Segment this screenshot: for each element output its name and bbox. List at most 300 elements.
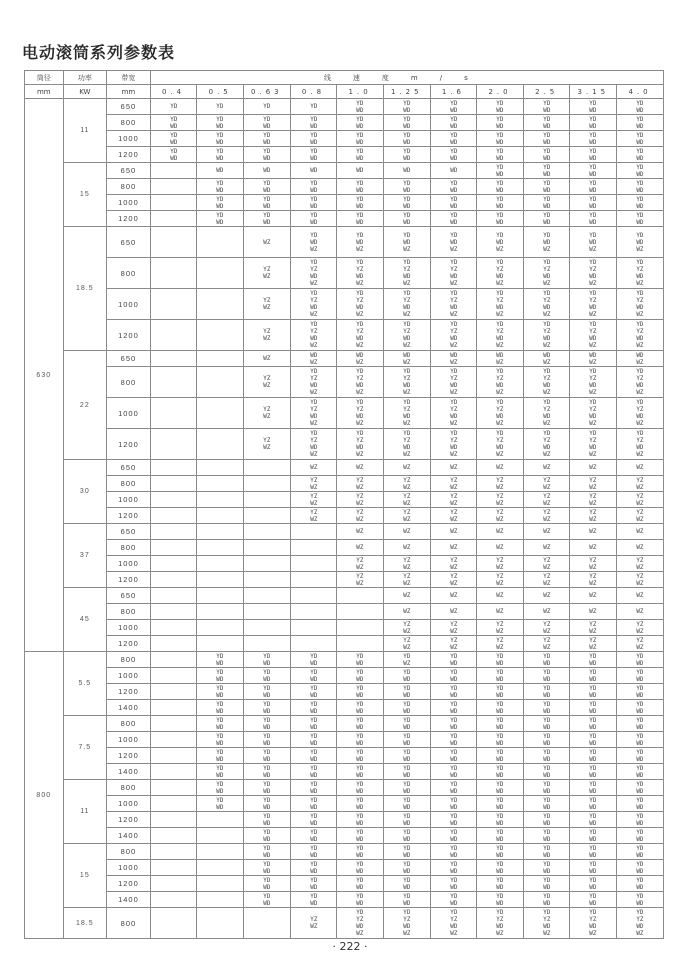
model-code: WZ	[496, 450, 504, 458]
model-code: YZ	[356, 571, 364, 580]
model-code: WD	[170, 121, 178, 130]
model-cell	[150, 227, 197, 258]
model-cell	[383, 652, 430, 668]
model-code: YZ	[636, 405, 644, 413]
model-cell	[523, 524, 570, 540]
model-code: YD	[309, 811, 317, 820]
model-code: YD	[636, 210, 644, 219]
model-cell	[290, 652, 337, 668]
model-cell	[383, 908, 430, 939]
model-cell	[430, 732, 477, 748]
model-cell	[244, 556, 291, 572]
model-cell	[244, 668, 291, 684]
model-code: YD	[636, 795, 644, 804]
model-cell	[477, 892, 524, 908]
model-code: YD	[170, 146, 178, 155]
model-code: WZ	[543, 419, 551, 427]
model-code: WZ	[356, 357, 364, 366]
model-code: YD	[449, 891, 457, 900]
model-code: WD	[309, 137, 317, 146]
model-cell	[197, 351, 244, 367]
model-code: WD	[356, 381, 364, 389]
model-code: WD	[216, 153, 224, 162]
model-code: YD	[589, 651, 597, 660]
model-code: YD	[356, 667, 364, 676]
model-code: WD	[263, 834, 271, 843]
model-code: YD	[356, 795, 364, 804]
model-code: WD	[589, 866, 597, 875]
model-code: WD	[496, 850, 504, 859]
model-cell	[197, 652, 244, 668]
model-code: YZ	[543, 571, 551, 580]
model-cell	[197, 476, 244, 492]
model-code: WD	[543, 866, 551, 875]
model-cell	[617, 131, 664, 147]
model-code: YD	[309, 715, 317, 724]
model-code: YZ	[309, 327, 317, 335]
belt-width-cell: 1200	[107, 684, 151, 700]
model-cell	[430, 398, 477, 429]
model-code: YD	[449, 795, 457, 804]
model-code: WD	[496, 922, 504, 930]
model-code: YD	[636, 367, 644, 375]
model-cell	[150, 492, 197, 508]
model-code: YD	[636, 258, 644, 266]
model-cell	[617, 572, 664, 588]
model-cell	[523, 429, 570, 460]
model-code: WD	[263, 706, 271, 715]
model-code: WZ	[589, 578, 597, 587]
model-code: YD	[216, 747, 224, 756]
power-cell: 11	[63, 99, 107, 163]
model-cell	[523, 227, 570, 258]
model-cell	[570, 780, 617, 796]
model-code: WZ	[356, 527, 364, 535]
model-code: YD	[636, 811, 644, 820]
model-code: YZ	[589, 635, 597, 644]
model-code: YD	[636, 908, 644, 916]
model-cell	[430, 716, 477, 732]
model-code: WD	[496, 722, 504, 731]
model-code: WD	[449, 105, 457, 114]
model-code: WD	[216, 690, 224, 699]
model-code: WD	[309, 334, 317, 342]
model-cell	[197, 367, 244, 398]
belt-width-cell: 1000	[107, 732, 151, 748]
model-code: WD	[589, 834, 597, 843]
model-code: YZ	[636, 296, 644, 304]
model-cell	[197, 147, 244, 163]
table-row	[25, 748, 664, 764]
model-code: YD	[543, 367, 551, 375]
model-cell	[477, 700, 524, 716]
model-cell	[244, 716, 291, 732]
table-row	[25, 828, 664, 844]
model-cell	[430, 796, 477, 812]
model-code: WZ	[403, 450, 411, 458]
model-cell	[337, 367, 384, 398]
model-cell	[337, 892, 384, 908]
model-cell	[617, 115, 664, 131]
model-code: YD	[216, 114, 224, 123]
model-code: WD	[543, 237, 551, 246]
model-code: YD	[496, 178, 504, 187]
model-code: YD	[403, 763, 411, 772]
model-code: WZ	[403, 279, 411, 287]
model-cell	[290, 163, 337, 179]
model-code: YZ	[356, 555, 364, 564]
table-row	[25, 796, 664, 812]
model-code: WD	[403, 866, 411, 875]
model-code: WZ	[543, 498, 551, 507]
model-code: YZ	[403, 619, 411, 628]
model-code: WD	[496, 443, 504, 451]
model-cell	[337, 508, 384, 524]
model-code: WD	[356, 237, 364, 246]
model-code: YD	[449, 429, 457, 437]
model-code: WD	[309, 786, 317, 795]
model-code: WZ	[543, 578, 551, 587]
model-code: YZ	[356, 491, 364, 500]
model-code: WD	[309, 658, 317, 667]
model-code: WD	[263, 121, 271, 130]
model-cell	[570, 211, 617, 227]
model-code: WZ	[263, 237, 271, 246]
model-cell	[383, 684, 430, 700]
model-code: WD	[263, 770, 271, 779]
model-cell	[290, 684, 337, 700]
model-code: WD	[449, 818, 457, 827]
model-code: YZ	[589, 915, 597, 923]
model-code: YD	[496, 230, 504, 239]
model-cell	[617, 652, 664, 668]
model-cell	[150, 700, 197, 716]
model-code: WD	[449, 334, 457, 342]
model-cell	[337, 876, 384, 892]
model-cell	[337, 732, 384, 748]
model-code: WZ	[496, 543, 504, 551]
model-code: YD	[543, 811, 551, 820]
model-cell	[150, 289, 197, 320]
model-code: WD	[263, 738, 271, 747]
model-code: WD	[403, 237, 411, 246]
model-code: WD	[636, 237, 644, 246]
model-code: YD	[636, 875, 644, 884]
model-cell	[617, 860, 664, 876]
model-code: WZ	[449, 388, 457, 396]
model-cell	[523, 195, 570, 211]
model-code: YD	[356, 230, 364, 239]
model-code: YD	[496, 651, 504, 660]
model-code: WD	[589, 786, 597, 795]
model-code: YD	[449, 114, 457, 123]
model-code: WD	[309, 738, 317, 747]
model-code: WD	[356, 658, 364, 667]
model-code: WZ	[449, 419, 457, 427]
model-cell	[570, 620, 617, 636]
model-cell	[337, 227, 384, 258]
model-cell	[477, 258, 524, 289]
model-cell	[570, 320, 617, 351]
header-speed-title: 线速度m/s	[150, 71, 663, 85]
model-code: YD	[543, 731, 551, 740]
model-cell	[617, 684, 664, 700]
model-cell	[617, 163, 664, 179]
model-code: YD	[263, 859, 271, 868]
model-code: WZ	[496, 357, 504, 366]
belt-width-cell: 1000	[107, 289, 151, 320]
model-cell	[337, 258, 384, 289]
model-code: YD	[309, 667, 317, 676]
model-code: WZ	[263, 354, 271, 362]
model-cell	[477, 876, 524, 892]
model-cell	[150, 320, 197, 351]
model-code: YD	[309, 859, 317, 868]
model-cell	[477, 588, 524, 604]
model-code: YD	[636, 843, 644, 852]
model-code: WD	[216, 185, 224, 194]
model-cell	[290, 844, 337, 860]
model-code: WD	[543, 818, 551, 827]
model-code: YD	[449, 651, 457, 660]
model-cell	[244, 732, 291, 748]
model-code: WD	[496, 754, 504, 763]
model-cell	[570, 844, 617, 860]
belt-width-cell: 1000	[107, 556, 151, 572]
model-code: YZ	[403, 265, 411, 273]
model-cell	[290, 540, 337, 556]
model-cell	[244, 147, 291, 163]
model-code: WZ	[543, 607, 551, 615]
model-cell	[383, 764, 430, 780]
belt-width-cell: 650	[107, 227, 151, 258]
model-cell	[477, 604, 524, 620]
table-row	[25, 163, 664, 179]
model-cell	[244, 398, 291, 429]
model-code: WD	[309, 166, 317, 174]
model-code: WD	[403, 201, 411, 210]
model-code: YD	[636, 731, 644, 740]
table-row	[25, 668, 664, 684]
model-cell	[523, 700, 570, 716]
model-code: WZ	[543, 357, 551, 366]
model-code: WD	[309, 706, 317, 715]
model-code: YZ	[449, 374, 457, 382]
model-code: WD	[403, 303, 411, 311]
model-code: WD	[636, 137, 644, 146]
model-cell	[570, 99, 617, 115]
model-code: WD	[589, 443, 597, 451]
belt-width-cell: 1200	[107, 876, 151, 892]
model-code: YZ	[449, 915, 457, 923]
model-cell	[150, 828, 197, 844]
model-cell	[383, 668, 430, 684]
model-cell	[197, 320, 244, 351]
model-code: YD	[263, 178, 271, 187]
model-code: YZ	[543, 374, 551, 382]
model-code: WD	[496, 866, 504, 875]
model-code: YZ	[543, 475, 551, 484]
model-code: YZ	[589, 555, 597, 564]
model-cell	[150, 636, 197, 652]
model-code: WZ	[356, 388, 364, 396]
model-code: WD	[636, 272, 644, 280]
model-code: YD	[543, 699, 551, 708]
model-cell	[197, 460, 244, 476]
model-cell	[617, 492, 664, 508]
model-cell	[523, 320, 570, 351]
model-code: WD	[170, 137, 178, 146]
model-code: YZ	[589, 296, 597, 304]
model-code: WZ	[263, 303, 271, 311]
table-row	[25, 684, 664, 700]
model-cell	[290, 115, 337, 131]
model-code: YD	[309, 779, 317, 788]
model-cell	[570, 367, 617, 398]
model-cell	[150, 684, 197, 700]
model-code: YD	[589, 194, 597, 203]
page-title: 电动滚筒系列参数表	[22, 43, 176, 62]
model-cell	[523, 780, 570, 796]
model-cell	[150, 716, 197, 732]
model-code: WZ	[309, 341, 317, 349]
model-code: WZ	[309, 279, 317, 287]
header-power: 功率	[63, 71, 107, 85]
model-code: YD	[449, 843, 457, 852]
model-code: YD	[496, 843, 504, 852]
model-code: YD	[543, 398, 551, 406]
model-cell	[337, 764, 384, 780]
model-code: YD	[543, 763, 551, 772]
model-code: YD	[403, 146, 411, 155]
model-code: YZ	[403, 374, 411, 382]
model-code: WD	[636, 217, 644, 226]
model-cell	[430, 289, 477, 320]
model-code: WD	[216, 722, 224, 731]
model-code: YZ	[403, 405, 411, 413]
model-cell	[383, 429, 430, 460]
model-code: WD	[636, 786, 644, 795]
model-cell	[337, 398, 384, 429]
model-code: YD	[216, 763, 224, 772]
belt-width-cell: 1200	[107, 320, 151, 351]
model-code: YD	[356, 811, 364, 820]
model-code: YZ	[263, 265, 271, 273]
table-row	[25, 258, 664, 289]
model-code: YZ	[543, 507, 551, 516]
model-code: WD	[263, 818, 271, 827]
model-cell	[477, 748, 524, 764]
model-code: YD	[403, 699, 411, 708]
model-code: YD	[403, 715, 411, 724]
model-cell	[570, 460, 617, 476]
model-code: WD	[636, 834, 644, 843]
model-code: YZ	[543, 635, 551, 644]
model-code: WD	[636, 706, 644, 715]
model-cell	[150, 572, 197, 588]
model-code: YD	[216, 699, 224, 708]
model-code: YZ	[543, 619, 551, 628]
model-code: WD	[589, 137, 597, 146]
model-code: YZ	[589, 405, 597, 413]
model-code: YD	[403, 289, 411, 297]
model-code: WZ	[589, 244, 597, 253]
model-code: WD	[263, 722, 271, 731]
model-cell	[617, 700, 664, 716]
model-code: WD	[356, 105, 364, 114]
belt-width-cell: 650	[107, 99, 151, 115]
belt-width-cell: 800	[107, 258, 151, 289]
belt-width-cell: 800	[107, 540, 151, 556]
model-cell	[570, 398, 617, 429]
model-cell	[197, 812, 244, 828]
table-row	[25, 652, 664, 668]
model-code: YD	[589, 908, 597, 916]
table-row	[25, 476, 664, 492]
model-code: WD	[496, 882, 504, 891]
model-cell	[244, 844, 291, 860]
model-code: WZ	[543, 642, 551, 651]
model-cell	[383, 588, 430, 604]
model-code: YD	[309, 130, 317, 139]
model-cell	[430, 556, 477, 572]
model-code: WZ	[636, 244, 644, 253]
model-code: WD	[403, 738, 411, 747]
belt-width-cell: 1200	[107, 508, 151, 524]
model-code: YD	[636, 429, 644, 437]
belt-width-cell: 1200	[107, 636, 151, 652]
model-code: WD	[449, 738, 457, 747]
model-code: YD	[543, 130, 551, 139]
model-code: YD	[263, 731, 271, 740]
table-row	[25, 604, 664, 620]
model-code: YD	[403, 683, 411, 692]
power-cell: 18.5	[63, 227, 107, 351]
model-code: WD	[496, 272, 504, 280]
model-code: YD	[636, 194, 644, 203]
model-code: WD	[356, 770, 364, 779]
model-code: YD	[403, 779, 411, 788]
model-code: WD	[356, 185, 364, 194]
model-code: WD	[543, 922, 551, 930]
model-code: YD	[589, 289, 597, 297]
model-code: YD	[403, 811, 411, 820]
model-code: YD	[263, 651, 271, 660]
model-cell	[197, 780, 244, 796]
model-code: WZ	[543, 310, 551, 318]
model-cell	[617, 99, 664, 115]
model-code: YD	[449, 747, 457, 756]
model-cell	[617, 429, 664, 460]
model-code: WD	[589, 185, 597, 194]
model-code: YD	[636, 699, 644, 708]
model-cell	[383, 179, 430, 195]
model-code: YD	[589, 827, 597, 836]
model-cell	[244, 700, 291, 716]
model-code: WD	[216, 658, 224, 667]
model-code: YD	[309, 114, 317, 123]
model-code: WZ	[636, 357, 644, 366]
model-code: WD	[449, 201, 457, 210]
model-code: WD	[403, 922, 411, 930]
model-code: WD	[356, 706, 364, 715]
model-code: YD	[309, 891, 317, 900]
model-cell	[477, 179, 524, 195]
model-code: WD	[496, 105, 504, 114]
model-code: WZ	[636, 450, 644, 458]
model-code: WZ	[543, 482, 551, 491]
model-code: YZ	[403, 507, 411, 516]
